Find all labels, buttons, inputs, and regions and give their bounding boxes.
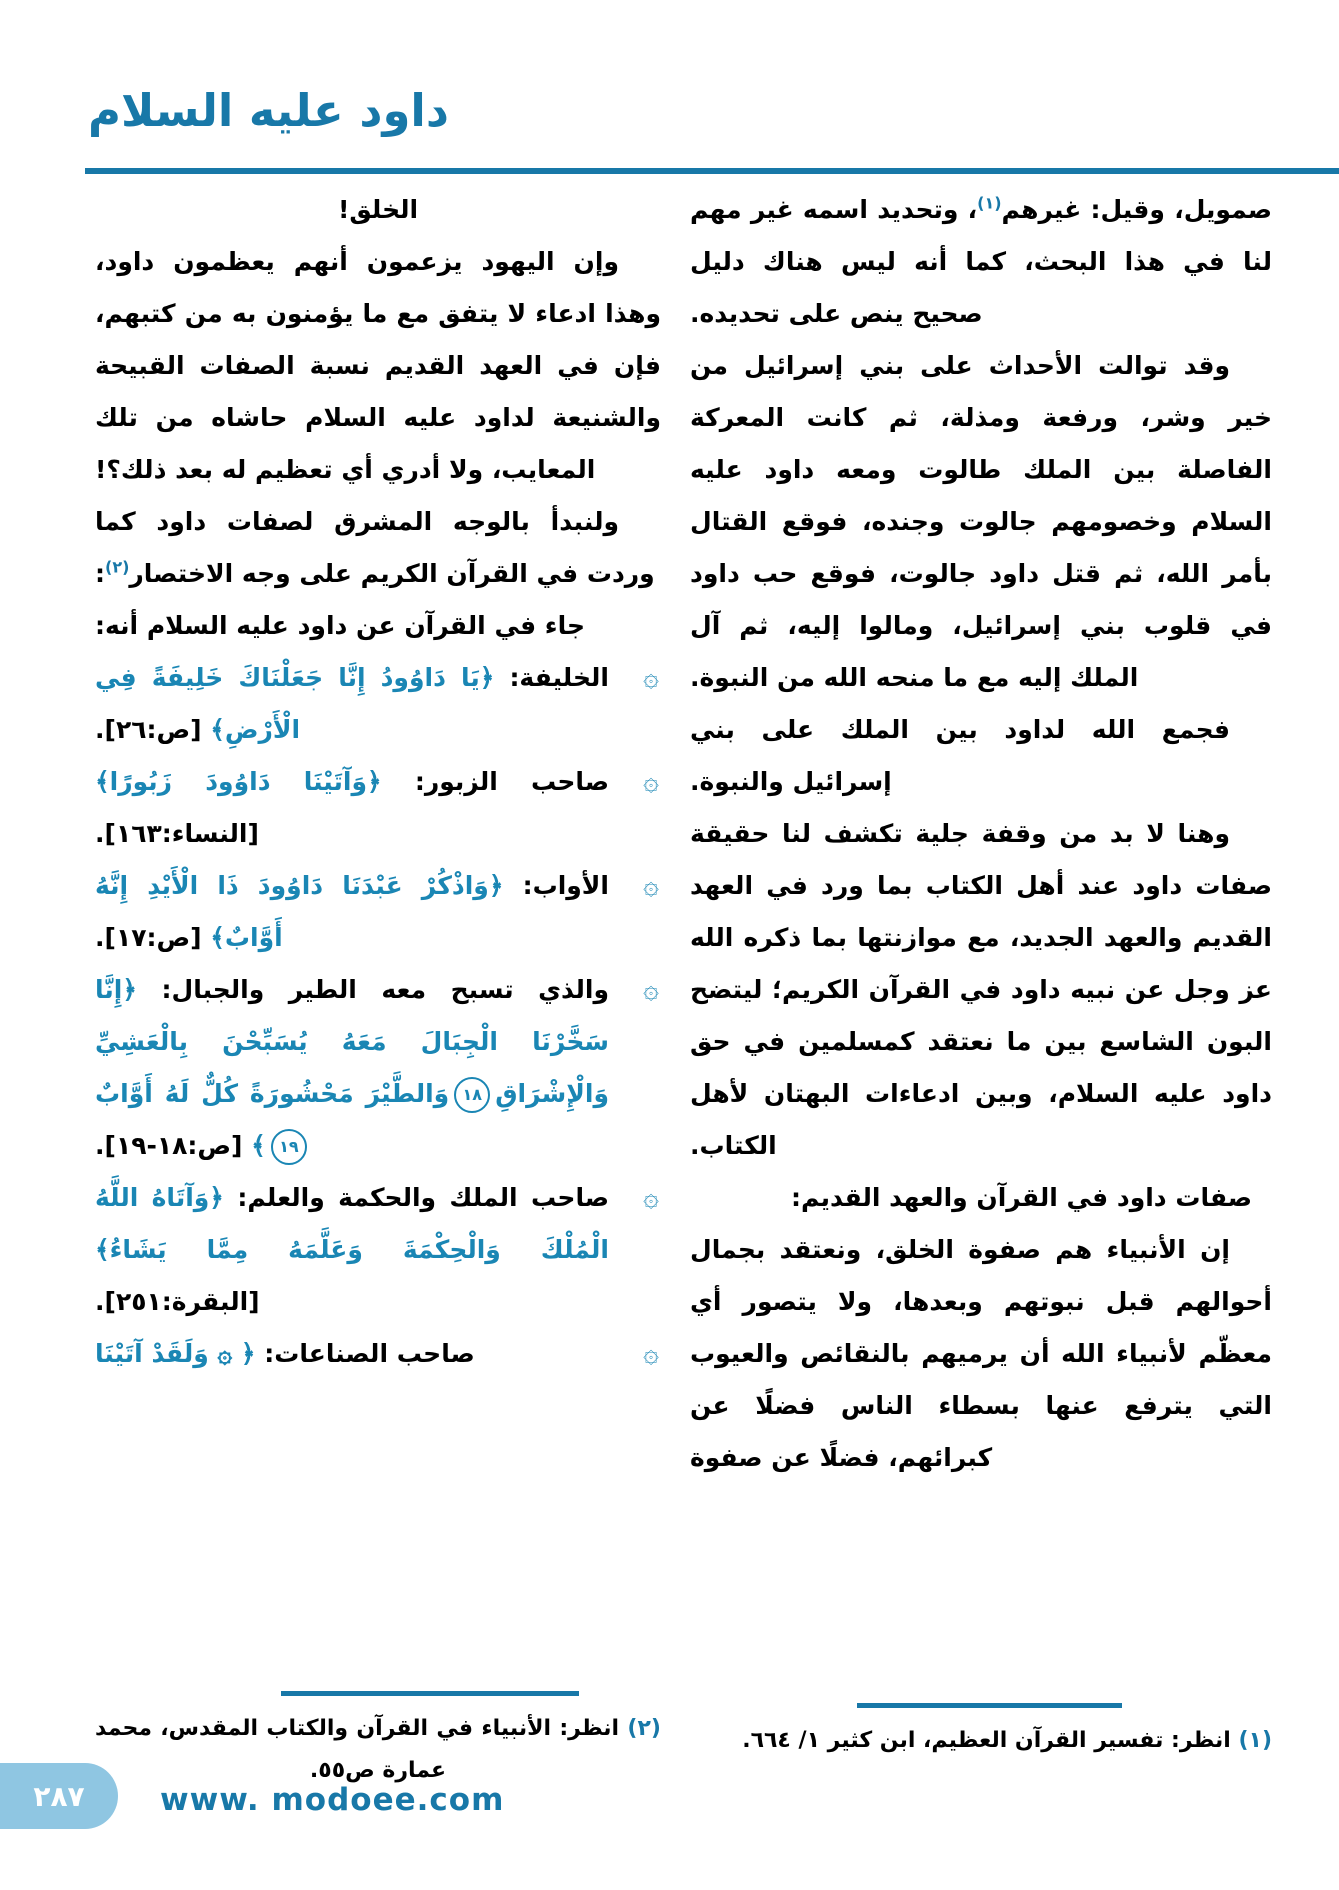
paragraph: إن الأنبياء هم صفوة الخلق، ونعتقد بجمال أحوالهم قبل نبوتهم وبعدها، ولا يتصور أي معظّم لأنبياء الله أن يرميهم بالنقائص والعيوب التي يترفع عنها بسطاء الناس فضلًا عن كبرائهم، فضلًا عن صفوة [690,1235,1272,1472]
paragraph: وقد توالت الأحداث على بني إسرائيل من خير وشر، ورفعة ومذلة، ثم كانت المعركة الفاصلة بين الملك طالوت ومعه داود عليه السلام وخصومهم جالوت وجنده، فوقع القتال بأمر الله، ثم قتل داود جالوت، فوقع حب داود في قلوب بني إسرائيل، ومالوا إليه، ثم آل الملك إليه مع ما منحه الله من النبوة. [690,351,1272,692]
paragraph-text: صمويل، وقيل: غيرهم [1001,195,1272,224]
footnote-block [95,1691,661,1792]
list-item [95,1328,661,1380]
verse-reference: [البقرة:٢٥١]. [95,1287,260,1316]
verse-reference: [ص:١٨-١٩]. [95,1131,243,1160]
header-rule [85,168,1339,174]
verse-reference: [النساء:١٦٣]. [95,819,259,848]
paragraph: الخلق! [337,195,419,224]
rosette-icon: ۞ [643,1338,659,1369]
page-title: داود عليه السلام [88,84,449,137]
rosette-icon: ۞ [643,870,659,901]
verse-reference: [ص:١٧]. [95,923,202,952]
paragraph [690,184,1272,340]
list-item [95,756,661,860]
footnote-ref-1: (١) [977,193,1002,213]
quran-verse: ﴿وَآتَاهُ اللَّهُ الْمُلْكَ وَالْحِكْمَةَ وَعَلَّمَهُ مِمَّا يَشَاءُ﴾ [95,1183,609,1264]
paragraph [95,496,661,600]
quran-verse: ﴿ ۞ وَلَقَدْ آتَيْنَا [95,1339,256,1368]
rosette-icon: ۞ [643,662,659,693]
bullet-label: صاحب الصناعات: [264,1339,475,1368]
rosette-icon: ۞ [643,766,659,797]
paragraph-text: ، وتحديد اسمه غير مهم لنا في هذا البحث، كما أنه ليس هناك دليل صحيح ينص على تحديده. [690,195,1272,328]
section-heading: صفات داود في القرآن والعهد القديم: [791,1183,1252,1212]
website-text: www. modoee.com [160,1782,505,1818]
right-column [690,184,1272,1762]
bullet-label: صاحب الزبور: [414,767,609,796]
bullet-label: صاحب الملك والحكمة والعلم: [237,1183,609,1212]
paragraph: وإن اليهود يزعمون أنهم يعظمون داود، وهذا ادعاء لا يتفق مع ما يؤمنون به من كتبهم، فإن في العهد القديم نسبة الصفات القبيحة والشنيعة لداود عليه السلام حاشاه من تلك المعايب، ولا أدري أي تعظيم له بعد ذلك؟! [95,247,661,484]
page-number-badge [0,1763,118,1829]
footnote-block [690,1703,1272,1762]
rosette-icon: ۞ [643,974,659,1005]
quran-verse: ﴿إِنَّا سَخَّرْنَا الْجِبَالَ مَعَهُ يُسَبِّحْنَ بِالْعَشِيِّ وَالْإِشْرَاقِ [95,975,609,1108]
paragraph-text: ولنبدأ بالوجه المشرق لصفات داود كما وردت في القرآن الكريم على وجه الاختصار [95,507,655,588]
left-column-text [95,184,661,1691]
quran-verse-close: ﴾ [251,1131,266,1160]
rosette-icon: ۞ [643,1182,659,1213]
footnote-divider [281,1691,579,1696]
quran-verse: ﴿وَآتَيْنَا دَاوُودَ زَبُورًا﴾ [95,767,382,796]
quran-verse: ﴿وَاذْكُرْ عَبْدَنَا دَاوُودَ ذَا الْأَيْدِ إِنَّهُ أَوَّابٌ﴾ [95,871,504,952]
footnote-ref-2: (٢) [105,557,130,577]
verse-reference: [ص:٢٦]. [95,715,202,744]
footnote-divider [857,1703,1122,1708]
footnote-text: انظر: الأنبياء في القرآن والكتاب المقدس، محمد عمارة ص٥٥. [95,1716,620,1783]
quran-verse: ﴿يَا دَاوُودُ إِنَّا جَعَلْنَاكَ خَلِيفَةً فِي الْأَرْضِ﴾ [95,663,495,744]
list-item [95,652,661,756]
list-item [95,964,661,1172]
page-number: ٢٨٧ [33,1779,85,1813]
paragraph: فجمع الله لداود بين الملك على بني إسرائيل والنبوة. [690,715,1230,796]
paragraph-text: : [95,559,105,588]
bullet-label: والذي تسبح معه الطير والجبال: [161,975,609,1004]
bullet-label: الأواب: [522,871,609,900]
quran-verse: وَالطَّيْرَ مَحْشُورَةً كُلٌّ لَهُ أَوَّابٌ [95,1079,450,1108]
footnote-text: انظر: تفسير القرآن العظيم، ابن كثير ١/ ٦٦٤. [742,1728,1231,1753]
list-item [95,1172,661,1328]
paragraph: وهنا لا بد من وقفة جلية تكشف لنا حقيقة صفات داود عند أهل الكتاب بما ورد في العهد القديم والعهد الجديد، مع موازنتها بما ذكره الله عز وجل عن نبيه داود في القرآن الكريم؛ ليتضح البون الشاسع بين ما نعتقد كمسلمين في حق داود عليه السلام، وبين ادعاءات البهتان لأهل الكتاب. [690,819,1272,1160]
footnote-marker: (١) [1238,1728,1272,1753]
left-column [95,184,661,1792]
footnote [690,1720,1272,1762]
paragraph: جاء في القرآن عن داود عليه السلام أنه: [95,611,585,640]
footnote [95,1708,661,1792]
footnote-marker: (٢) [627,1716,661,1741]
right-column-text [690,184,1272,1703]
ayah-number-badge: ١٩ [271,1129,307,1165]
bullet-label: الخليفة: [509,663,609,692]
ayah-number-badge: ١٨ [454,1077,490,1113]
list-item [95,860,661,964]
